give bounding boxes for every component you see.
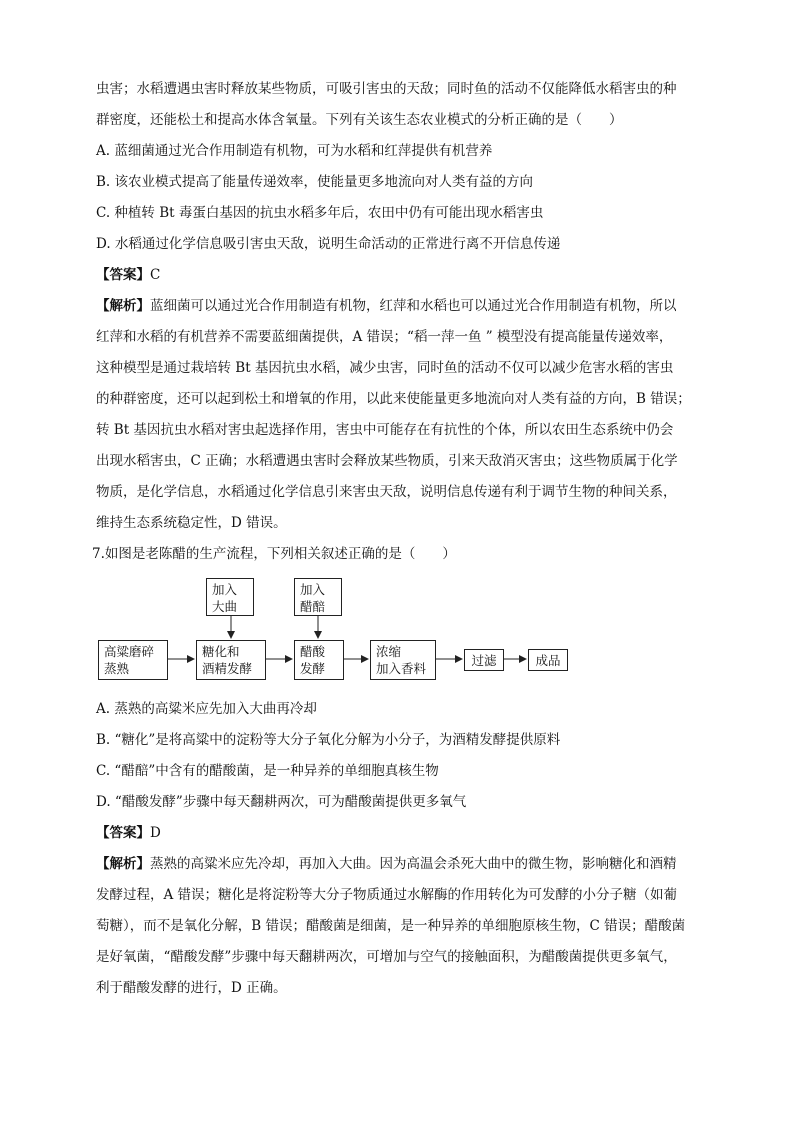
q6-analysis-line-1 [96, 291, 696, 322]
q6-analysis-line-8: 维持生态系统稳定性，D 错误。 [96, 515, 287, 531]
flow-diagram [96, 576, 696, 684]
q6-analysis-line-5: 转 Bt 基因抗虫水稻对害虫起选择作用，害虫中可能存在有抗性的个体，所以农田生态系统中仍会 [96, 422, 674, 438]
q6-option-c: C. 种植转 Bt 毒蛋白基因的抗虫水稻多年后，农田中仍有可能出现水稻害虫 [96, 205, 544, 221]
q7-answer-value: D [150, 825, 161, 841]
q7-analysis-text: 蒸熟的高粱米应先冷却，再加入大曲。因为高温会杀死大曲中的微生物，影响糖化和酒精 [150, 856, 677, 872]
box-acetic-line-2: 发酵 [300, 661, 326, 676]
box-acetic-line-1: 醋酸 [300, 644, 326, 659]
q6-stem-line-1: 虫害；水稻遭遇虫害时释放某些物质，可吸引害虫的天敌；同时鱼的活动不仅能降低水稻害虫的种 [96, 81, 677, 97]
box-acetic-fermentation [294, 640, 344, 680]
q7-answer [96, 818, 696, 849]
box-product-label: 成品 [535, 653, 561, 668]
q6-answer-value: C [150, 267, 161, 283]
box-add-daqu-line-2: 大曲 [212, 599, 238, 614]
box-concentrate-line-1: 浓缩 [376, 644, 402, 659]
q7-analysis-line-5: 利于醋酸发酵的进行，D 正确。 [96, 980, 287, 996]
box-concentrate [370, 640, 436, 680]
box-saccharification-line-2: 酒精发酵 [202, 661, 253, 676]
box-filter-label: 过滤 [471, 653, 497, 668]
box-saccharification-line-1: 糖化和 [202, 644, 240, 659]
q6-answer-label: 【答案】 [96, 267, 150, 283]
q6-option-d: D. 水稻通过化学信息吸引害虫天敌，说明生命活动的正常进行离不开信息传递 [96, 236, 561, 252]
q7-analysis-line-4: 是好氧菌，“醋酸发酵”步骤中每天翻耕两次，可增加与空气的接触面积，为醋酸菌提供更多氧气， [96, 949, 677, 965]
box-sorghum [98, 640, 168, 680]
q6-analysis-line-4: 的种群密度，还可以起到松土和增氧的作用，以此来使能量更多地流向对人类有益的方向，B 错误； [96, 391, 691, 407]
q7-analysis-line-2: 发酵过程，A 错误；糖化是将淀粉等大分子物质通过水解酶的作用转化为可发酵的小分子糖（如葡 [96, 887, 678, 903]
q7-option-b: B. “糖化”是将高粱中的淀粉等大分子氧化分解为小分子，为酒精发酵提供原料 [96, 732, 561, 748]
q7-analysis-label: 【解析】 [96, 856, 150, 872]
box-concentrate-line-2: 加入香料 [376, 661, 427, 676]
box-product [528, 649, 568, 671]
q6-analysis-text: 蓝细菌可以通过光合作用制造有机物，红萍和水稻也可以通过光合作用制造有机物，所以 [150, 298, 677, 314]
q7-option-d: D. “醋酸发酵”步骤中每天翻耕两次，可为醋酸菌提供更多氧气 [96, 794, 467, 810]
q6-analysis-label: 【解析】 [96, 298, 150, 314]
q7-stem: 7.如图是老陈醋的生产流程，下列相关叙述正确的是（ ） [92, 546, 456, 562]
box-saccharification [196, 640, 266, 680]
q7-answer-label: 【答案】 [96, 825, 150, 841]
q7-option-c: C. “醋醅”中含有的醋酸菌，是一种异养的单细胞真核生物 [96, 763, 439, 779]
box-add-cupei [294, 578, 342, 616]
box-filter [464, 649, 504, 671]
box-add-daqu [206, 578, 254, 616]
q6-stem-line-2: 群密度，还能松土和提高水体含氧量。下列有关该生态农业模式的分析正确的是（ ） [96, 112, 623, 128]
q7-analysis-line-3: 萄糖），而不是氧化分解，B 错误；醋酸菌是细菌，是一种异养的单细胞原核生物，C 错误；醋酸菌 [96, 918, 686, 934]
box-add-daqu-line-1: 加入 [212, 582, 238, 597]
q6-analysis-line-6: 出现水稻害虫，C 正确；水稻遭遇虫害时会释放某些物质，引来天敌消灭害虫；这些物质属于化学 [96, 453, 678, 469]
q7-analysis-line-1 [96, 849, 696, 880]
document-page [92, 74, 696, 1004]
q6-analysis-line-7: 物质，是化学信息，水稻通过化学信息引来害虫天敌，说明信息传递有利于调节生物的种间关系， [96, 484, 677, 500]
q6-option-b: B. 该农业模式提高了能量传递效率，使能量更多地流向对人类有益的方向 [96, 174, 534, 190]
q6-option-a: A. 蓝细菌通过光合作用制造有机物，可为水稻和红萍提供有机营养 [96, 143, 493, 159]
box-sorghum-line-1: 高粱磨碎 [104, 644, 155, 659]
box-sorghum-line-2: 蒸熟 [104, 661, 130, 676]
q6-analysis-line-2: 红萍和水稻的有机营养不需要蓝细菌提供，A 错误；“稻一萍一鱼 ” 模型没有提高能量传递效率， [96, 329, 673, 345]
box-add-cupei-line-1: 加入 [300, 582, 326, 597]
q6-analysis-line-3: 这种模型是通过栽培转 Bt 基因抗虫水稻，减少虫害，同时鱼的活动不仅可以减少危害水稻的害虫 [96, 360, 674, 376]
box-add-cupei-line-2: 醋醅 [300, 599, 326, 614]
q7-option-a: A. 蒸熟的高粱米应先加入大曲再冷却 [96, 701, 317, 717]
q6-answer [96, 260, 696, 291]
